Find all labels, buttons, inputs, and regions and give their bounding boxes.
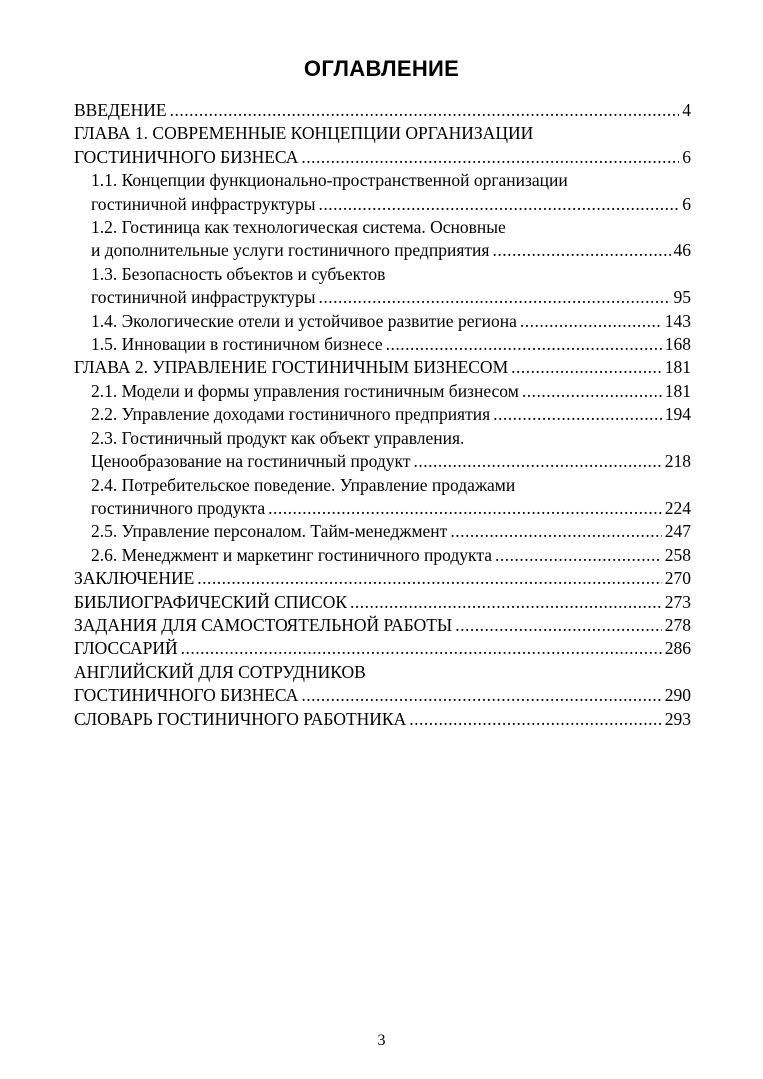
toc-entry-title: 2.5. Управление персоналом. Тайм-менеджмент — [91, 521, 448, 542]
toc-entry-final-line — [74, 146, 691, 169]
toc-page-number: 286 — [664, 638, 691, 659]
toc-entry-title: ЗАКЛЮЧЕНИЕ — [74, 568, 195, 589]
toc-dot-leader — [455, 614, 662, 637]
toc-subsection-entry[interactable] — [74, 380, 691, 403]
toc-dot-leader — [350, 591, 662, 614]
table-of-contents — [74, 99, 691, 731]
toc-page-number: 46 — [673, 240, 691, 261]
toc-dot-leader — [301, 684, 661, 707]
toc-entry-final-line — [91, 544, 691, 567]
toc-subsection-entry[interactable] — [74, 427, 691, 474]
toc-dot-leader — [511, 356, 662, 379]
toc-chapter-entry[interactable] — [74, 661, 691, 708]
toc-chapter-entry[interactable] — [74, 614, 691, 637]
toc-entry-title: 1.5. Инновации в гостиничном бизнесе — [91, 334, 383, 355]
toc-dot-leader — [181, 637, 662, 660]
toc-entry-final-line — [74, 356, 691, 379]
toc-entry-title: ЗАДАНИЯ ДЛЯ САМОСТОЯТЕЛЬНОЙ РАБОТЫ — [74, 614, 453, 635]
toc-entry-title: БИБЛИОГРАФИЧЕСКИЙ СПИСОК — [74, 591, 348, 612]
toc-subsection-entry[interactable] — [74, 216, 691, 263]
toc-page-number: 247 — [664, 521, 691, 542]
toc-dot-leader — [450, 520, 661, 543]
toc-entry-final-line — [91, 520, 691, 543]
toc-dot-leader — [197, 567, 661, 590]
toc-entry-final-line — [74, 614, 691, 637]
toc-dot-leader — [522, 380, 662, 403]
toc-dot-leader — [319, 286, 671, 309]
toc-entry-title: 2.2. Управление доходами гостиничного предприятия — [91, 404, 491, 425]
toc-subsection-entry[interactable] — [74, 310, 691, 333]
toc-chapter-entry[interactable] — [74, 99, 691, 122]
toc-chapter-entry[interactable] — [74, 122, 691, 169]
toc-entry-final-line — [74, 708, 691, 731]
toc-entry-title: СЛОВАРЬ ГОСТИНИЧНОГО РАБОТНИКА — [74, 708, 407, 729]
toc-chapter-entry[interactable] — [74, 591, 691, 614]
toc-page-number: 290 — [664, 685, 691, 706]
toc-chapter-entry[interactable] — [74, 708, 691, 731]
toc-entry-title-line: 1.3. Безопасность объектов и субъектов — [91, 263, 386, 284]
toc-entry-title: гостиничной инфраструктуры — [91, 287, 316, 308]
toc-dot-leader — [413, 450, 661, 473]
toc-subsection-entry[interactable] — [74, 333, 691, 356]
toc-entry-title-line: АНГЛИЙСКИЙ ДЛЯ СОТРУДНИКОВ — [74, 661, 366, 682]
toc-entry-title: Ценообразование на гостиничный продукт — [91, 451, 411, 472]
toc-dot-leader — [170, 99, 680, 122]
toc-dot-leader — [268, 497, 662, 520]
toc-entry-final-line — [91, 193, 691, 216]
toc-entry-title-line: 2.4. Потребительское поведение. Управление продажами — [91, 474, 516, 495]
toc-subsection-entry[interactable] — [74, 520, 691, 543]
toc-entry-title: ГОСТИНИЧНОГО БИЗНЕСА — [74, 146, 299, 167]
toc-dot-leader — [386, 333, 662, 356]
toc-entry-final-line — [91, 450, 691, 473]
toc-entry-final-line — [91, 286, 691, 309]
toc-entry-title: ГЛАВА 2. УПРАВЛЕНИЕ ГОСТИНИЧНЫМ БИЗНЕСОМ — [74, 357, 509, 378]
toc-chapter-entry[interactable] — [74, 356, 691, 379]
toc-entry-title: 2.6. Менеджмент и маркетинг гостиничного продукта — [91, 544, 492, 565]
toc-page-number: 278 — [664, 614, 691, 635]
toc-entry-title-line: 2.3. Гостиничный продукт как объект управления. — [91, 427, 465, 448]
toc-page-number: 95 — [673, 287, 691, 308]
page-title: ОГЛАВЛЕНИЕ — [303, 56, 460, 81]
page-number: 3 — [377, 1032, 386, 1049]
toc-entry-final-line — [74, 684, 691, 707]
toc-entry-final-line — [91, 497, 691, 520]
toc-subsection-entry[interactable] — [74, 169, 691, 216]
toc-page-number: 270 — [664, 568, 691, 589]
toc-entry-title: гостиничного продукта — [91, 497, 266, 518]
toc-dot-leader — [301, 146, 679, 169]
toc-page-number: 168 — [664, 334, 691, 355]
toc-page-number: 218 — [664, 451, 691, 472]
toc-page-number: 224 — [664, 497, 691, 518]
toc-subsection-entry[interactable] — [74, 263, 691, 310]
toc-entry-title: 2.1. Модели и формы управления гостиничным бизнесом — [91, 380, 519, 401]
toc-page-number: 143 — [664, 310, 691, 331]
toc-subsection-entry[interactable] — [74, 403, 691, 426]
toc-page-number: 273 — [664, 591, 691, 612]
toc-chapter-entry[interactable] — [74, 637, 691, 660]
toc-entry-final-line — [91, 380, 691, 403]
toc-entry-final-line — [91, 403, 691, 426]
toc-subsection-entry[interactable] — [74, 544, 691, 567]
toc-dot-leader — [492, 239, 670, 262]
toc-page-number: 4 — [682, 100, 691, 120]
toc-page-number: 293 — [664, 708, 691, 729]
toc-entry-title: ГОСТИНИЧНОГО БИЗНЕСА — [74, 685, 299, 706]
toc-entry-title: ВВЕДЕНИЕ — [74, 100, 167, 120]
toc-dot-leader — [409, 708, 662, 731]
toc-page-number: 258 — [664, 544, 691, 565]
toc-entry-title-line: 1.2. Гостиница как технологическая система. Основные — [91, 217, 506, 238]
toc-page-number: 181 — [664, 380, 691, 401]
toc-entry-title: и дополнительные услуги гостиничного предприятия — [91, 240, 490, 261]
toc-dot-leader — [495, 544, 662, 567]
toc-entry-final-line — [74, 637, 691, 660]
toc-dot-leader — [520, 310, 662, 333]
toc-entry-title-line: 1.1. Концепции функционально-пространственной организации — [91, 170, 568, 191]
toc-entry-title: ГЛОССАРИЙ — [74, 638, 178, 659]
toc-entry-final-line — [91, 239, 691, 262]
toc-entry-title-line: ГЛАВА 1. СОВРЕМЕННЫЕ КОНЦЕПЦИИ ОРГАНИЗАЦИИ — [74, 123, 534, 144]
toc-page-number: 194 — [664, 404, 691, 425]
toc-entry-title: гостиничной инфраструктуры — [91, 193, 316, 214]
toc-chapter-entry[interactable] — [74, 567, 691, 590]
toc-dot-leader — [319, 193, 680, 216]
toc-page-number: 6 — [682, 146, 691, 167]
toc-entry-final-line — [74, 99, 691, 122]
toc-entry-title: 1.4. Экологические отели и устойчивое развитие региона — [91, 310, 517, 331]
toc-page-number: 181 — [664, 357, 691, 378]
toc-entry-final-line — [91, 310, 691, 333]
toc-page-number: 6 — [682, 193, 691, 214]
toc-subsection-entry[interactable] — [74, 474, 691, 521]
toc-entry-final-line — [91, 333, 691, 356]
toc-entry-final-line — [74, 567, 691, 590]
toc-dot-leader — [493, 403, 662, 426]
toc-entry-final-line — [74, 591, 691, 614]
